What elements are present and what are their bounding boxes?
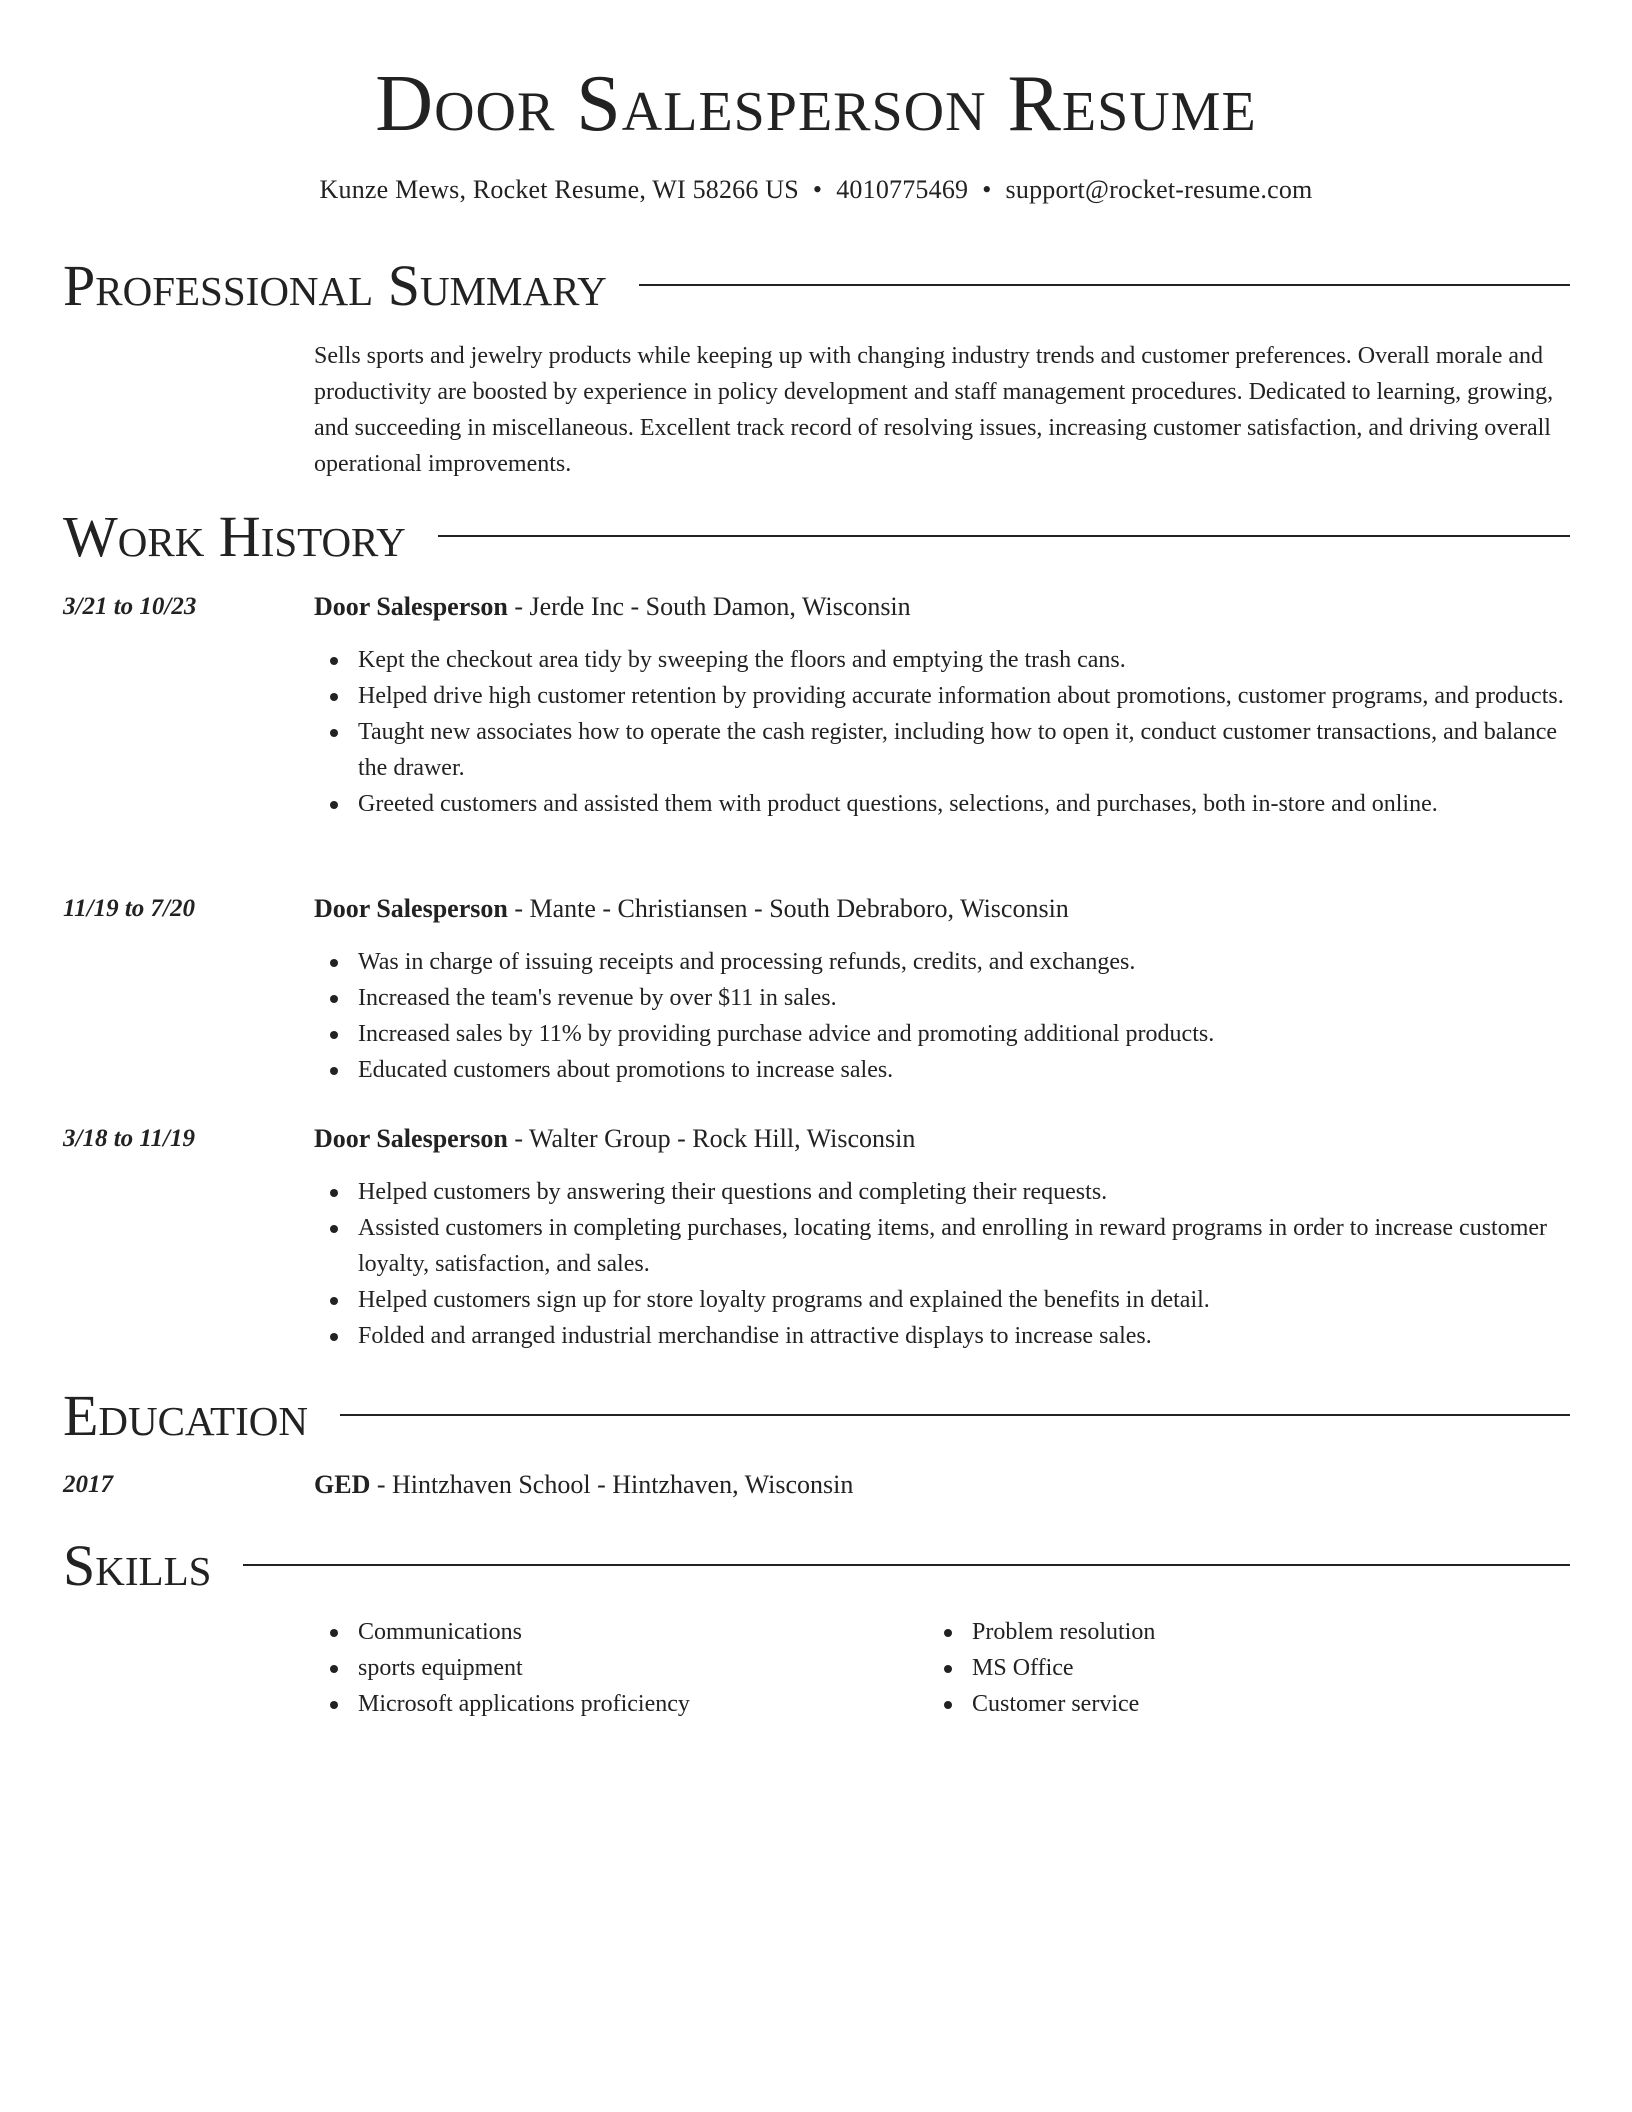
list-item: Helped customers by answering their questions and completing their requests. (358, 1174, 1570, 1210)
section-header-skills (63, 1534, 1570, 1598)
section-title-skills: Skills (63, 1533, 212, 1598)
education-degree: GED (314, 1470, 371, 1499)
list-item: Communications (358, 1614, 914, 1650)
job-dates: 11/19 to 7/20 (63, 895, 195, 922)
summary-text: Sells sports and jewelry products while keeping up with changing industry trends and customer preferences. Overall morale and productivity are boosted by experience in policy development and staff management procedures. Dedicated to learning, growing, and succeeding in miscellaneous. Excellent track record of resolving issues, increasing customer satisfaction, and driving overall operational improvements. (314, 343, 1554, 477)
contact-separator: • (982, 175, 992, 204)
section-header-education (63, 1384, 1570, 1448)
list-item: Educated customers about promotions to increase sales. (358, 1052, 1570, 1088)
job-dates: 3/18 to 11/19 (63, 1125, 195, 1152)
job-heading (314, 1122, 1570, 1156)
job-bullets (314, 944, 1570, 1088)
job-title: Door Salesperson (314, 592, 508, 621)
section-divider (639, 284, 1570, 286)
list-item: Increased the team's revenue by over $11 in sales. (358, 980, 1570, 1016)
job-title: Door Salesperson (314, 894, 508, 923)
list-item: Taught new associates how to operate the cash register, including how to open it, conduct customer transactions, and balance the drawer. (358, 714, 1570, 786)
list-item: Microsoft applications proficiency (358, 1686, 914, 1722)
section-divider (243, 1564, 1570, 1566)
list-item: Customer service (972, 1686, 1548, 1722)
job-title: Door Salesperson (314, 1124, 508, 1153)
contact-separator: • (812, 175, 823, 204)
skills-list-left (314, 1614, 914, 1722)
list-item: MS Office (972, 1650, 1548, 1686)
section-title-education: Education (63, 1383, 308, 1448)
section-title-summary: Professional Summary (63, 253, 607, 318)
list-item: Problem resolution (972, 1614, 1548, 1650)
contact-email: support@rocket-resume.com (1005, 175, 1313, 204)
job-bullets (314, 1174, 1570, 1354)
list-item: sports equipment (358, 1650, 914, 1686)
list-item: Helped drive high customer retention by providing accurate information about promotions, customer programs, and products. (358, 678, 1570, 714)
education-details: - Hintzhaven School - Hintzhaven, Wisconsin (370, 1470, 854, 1499)
job-details: - Jerde Inc - South Damon, Wisconsin (507, 592, 911, 621)
job-heading (314, 892, 1570, 926)
section-divider (438, 535, 1570, 537)
contact-address: Kunze Mews, Rocket Resume, WI 58266 US (319, 175, 799, 204)
section-divider (340, 1414, 1570, 1416)
list-item: Increased sales by 11% by providing purchase advice and promoting additional products. (358, 1016, 1570, 1052)
list-item: Kept the checkout area tidy by sweeping the floors and emptying the trash cans. (358, 642, 1570, 678)
education-heading (314, 1468, 1570, 1502)
list-item: Helped customers sign up for store loyalty programs and explained the benefits in detail. (358, 1282, 1570, 1318)
resume-title: Door Salesperson Resume (375, 60, 1257, 148)
section-header-summary (63, 254, 1570, 318)
list-item: Folded and arranged industrial merchandise in attractive displays to increase sales. (358, 1318, 1570, 1354)
contact-phone: 4010775469 (836, 175, 969, 204)
job-details: - Walter Group - Rock Hill, Wisconsin (507, 1124, 916, 1153)
list-item: Assisted customers in completing purchases, locating items, and enrolling in reward programs in order to increase customer loyalty, satisfaction, and sales. (358, 1210, 1570, 1282)
job-details: - Mante - Christiansen - South Debraboro, Wisconsin (507, 894, 1069, 923)
job-heading (314, 590, 1570, 624)
contact-line (0, 173, 1632, 207)
job-bullets (314, 642, 1570, 822)
skills-list-right (928, 1614, 1548, 1722)
section-title-work: Work History (63, 504, 406, 569)
list-item: Greeted customers and assisted them with product questions, selections, and purchases, both in-store and online. (358, 786, 1570, 822)
job-dates: 3/21 to 10/23 (63, 593, 197, 620)
list-item: Was in charge of issuing receipts and processing refunds, credits, and exchanges. (358, 944, 1570, 980)
education-year: 2017 (63, 1471, 113, 1498)
section-header-work (63, 505, 1570, 569)
